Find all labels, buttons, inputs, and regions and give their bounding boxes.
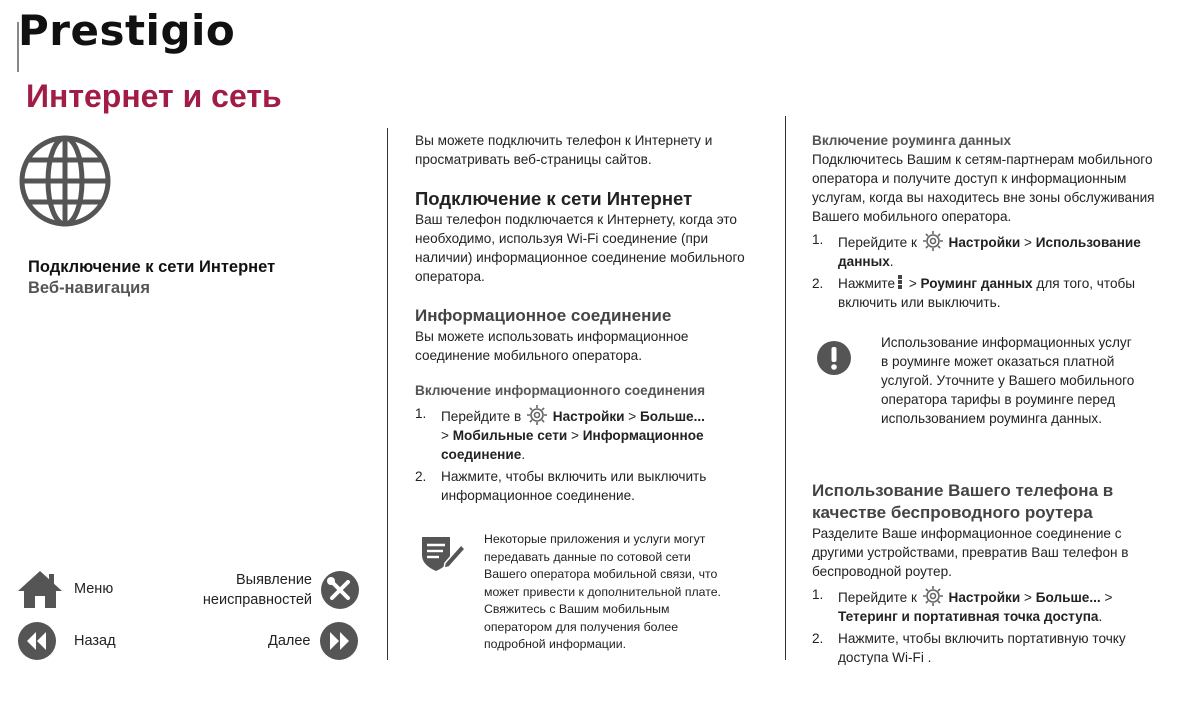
settings-gear-icon (922, 585, 944, 607)
back-icon[interactable] (17, 621, 57, 661)
warning-text: Использование информационных услуг в роуминге может оказаться платной услугой. Уточните у Вашего мобильного оператора тарифы в роуминге перед использованием роуминга данных. (881, 335, 1135, 426)
heading-data-roaming: Включение роуминга данных (812, 133, 1012, 148)
list-item: 2. Нажмите, чтобы включить или выключить информационное соединение. (415, 469, 707, 503)
home-icon[interactable] (16, 569, 64, 609)
roaming-steps (812, 230, 1157, 312)
list-item: 1. Перейдите к Настройки > Больше... > Тетеринг и портативная точка доступа. (812, 587, 1113, 624)
tools-icon[interactable] (320, 570, 360, 610)
list-item: 1. Перейдите в Настройки > Больше... > Мобильные сети > Информационное соединение. (415, 406, 705, 462)
data-connection-text: Вы можете использовать информационное соединение мобильного оператора. (415, 329, 689, 363)
back-link[interactable]: Назад (74, 633, 116, 649)
globe-icon (17, 133, 113, 229)
column-2-bottom (812, 480, 1157, 670)
internet-connection-text: Ваш телефон подключается к Интернету, когда это необходимо, используя Wi-Fi соединение (при наличии) информационное соединение мобильного оператора. (415, 212, 745, 284)
column-divider-1 (387, 128, 388, 660)
column-divider-2 (785, 116, 786, 660)
list-item: 2. Нажмите > Роуминг данных для того, чтобы включить или выключить. (812, 276, 1136, 310)
page-title: Интернет и сеть (26, 78, 282, 114)
next-icon[interactable] (319, 621, 359, 661)
router-steps (812, 585, 1157, 667)
settings-gear-icon (526, 404, 548, 426)
next-link[interactable]: Далее (268, 633, 311, 649)
note-text: Некоторые приложения и услуги могут передавать данные по сотовой сети Вашего оператора мобильной связи, что может привести к дополнительной плате. Свяжитесь с Вашим мобильным оператором для получения более подробной информации. (484, 532, 721, 651)
enable-data-steps (415, 404, 760, 505)
heading-internet-connection: Подключение к сети Интернет (415, 188, 693, 209)
heading-enable-data: Включение информационного соединения (415, 383, 706, 398)
warning-icon (816, 340, 852, 376)
data-roaming-text: Подключитесь Вашим к сетям-партнерам мобильного оператора и получите доступ к информационным услугам, когда вы находитесь вне зоны обслуживания Вашего мобильного оператора. (812, 152, 1155, 224)
intro-text: Вы можете подключить телефон к Интернету и просматривать веб-страницы сайтов. (415, 133, 713, 167)
troubleshoot-label-line1: Выявление (235, 572, 312, 588)
troubleshoot-link[interactable] (196, 570, 312, 610)
column-2 (812, 131, 1157, 315)
list-item: 2. Нажмите, чтобы включить портативную точку доступа Wi-Fi . (812, 631, 1126, 665)
settings-gear-icon (922, 230, 944, 252)
more-options-icon (898, 274, 902, 290)
section-subtitle: Веб-навигация (28, 279, 150, 297)
note-icon (419, 533, 467, 573)
menu-link[interactable]: Меню (74, 581, 114, 597)
heading-data-connection: Информационное соединение (415, 306, 672, 325)
list-item: 1. Перейдите к Настройки > Использование данных. (812, 232, 1141, 269)
wireless-router-text: Разделите Ваше информационное соединение с другими устройствами, превратив Ваш телефон в беспроводной роутер. (812, 526, 1129, 579)
column-1 (415, 131, 760, 508)
left-section (28, 257, 275, 299)
brand-logo: Prestigio (18, 6, 236, 55)
troubleshoot-label-line2: неисправностей (202, 592, 312, 608)
heading-wireless-router: Использование Вашего телефона в качестве беспроводного роутера (812, 481, 1114, 522)
section-title: Подключение к сети Интернет (28, 258, 276, 276)
